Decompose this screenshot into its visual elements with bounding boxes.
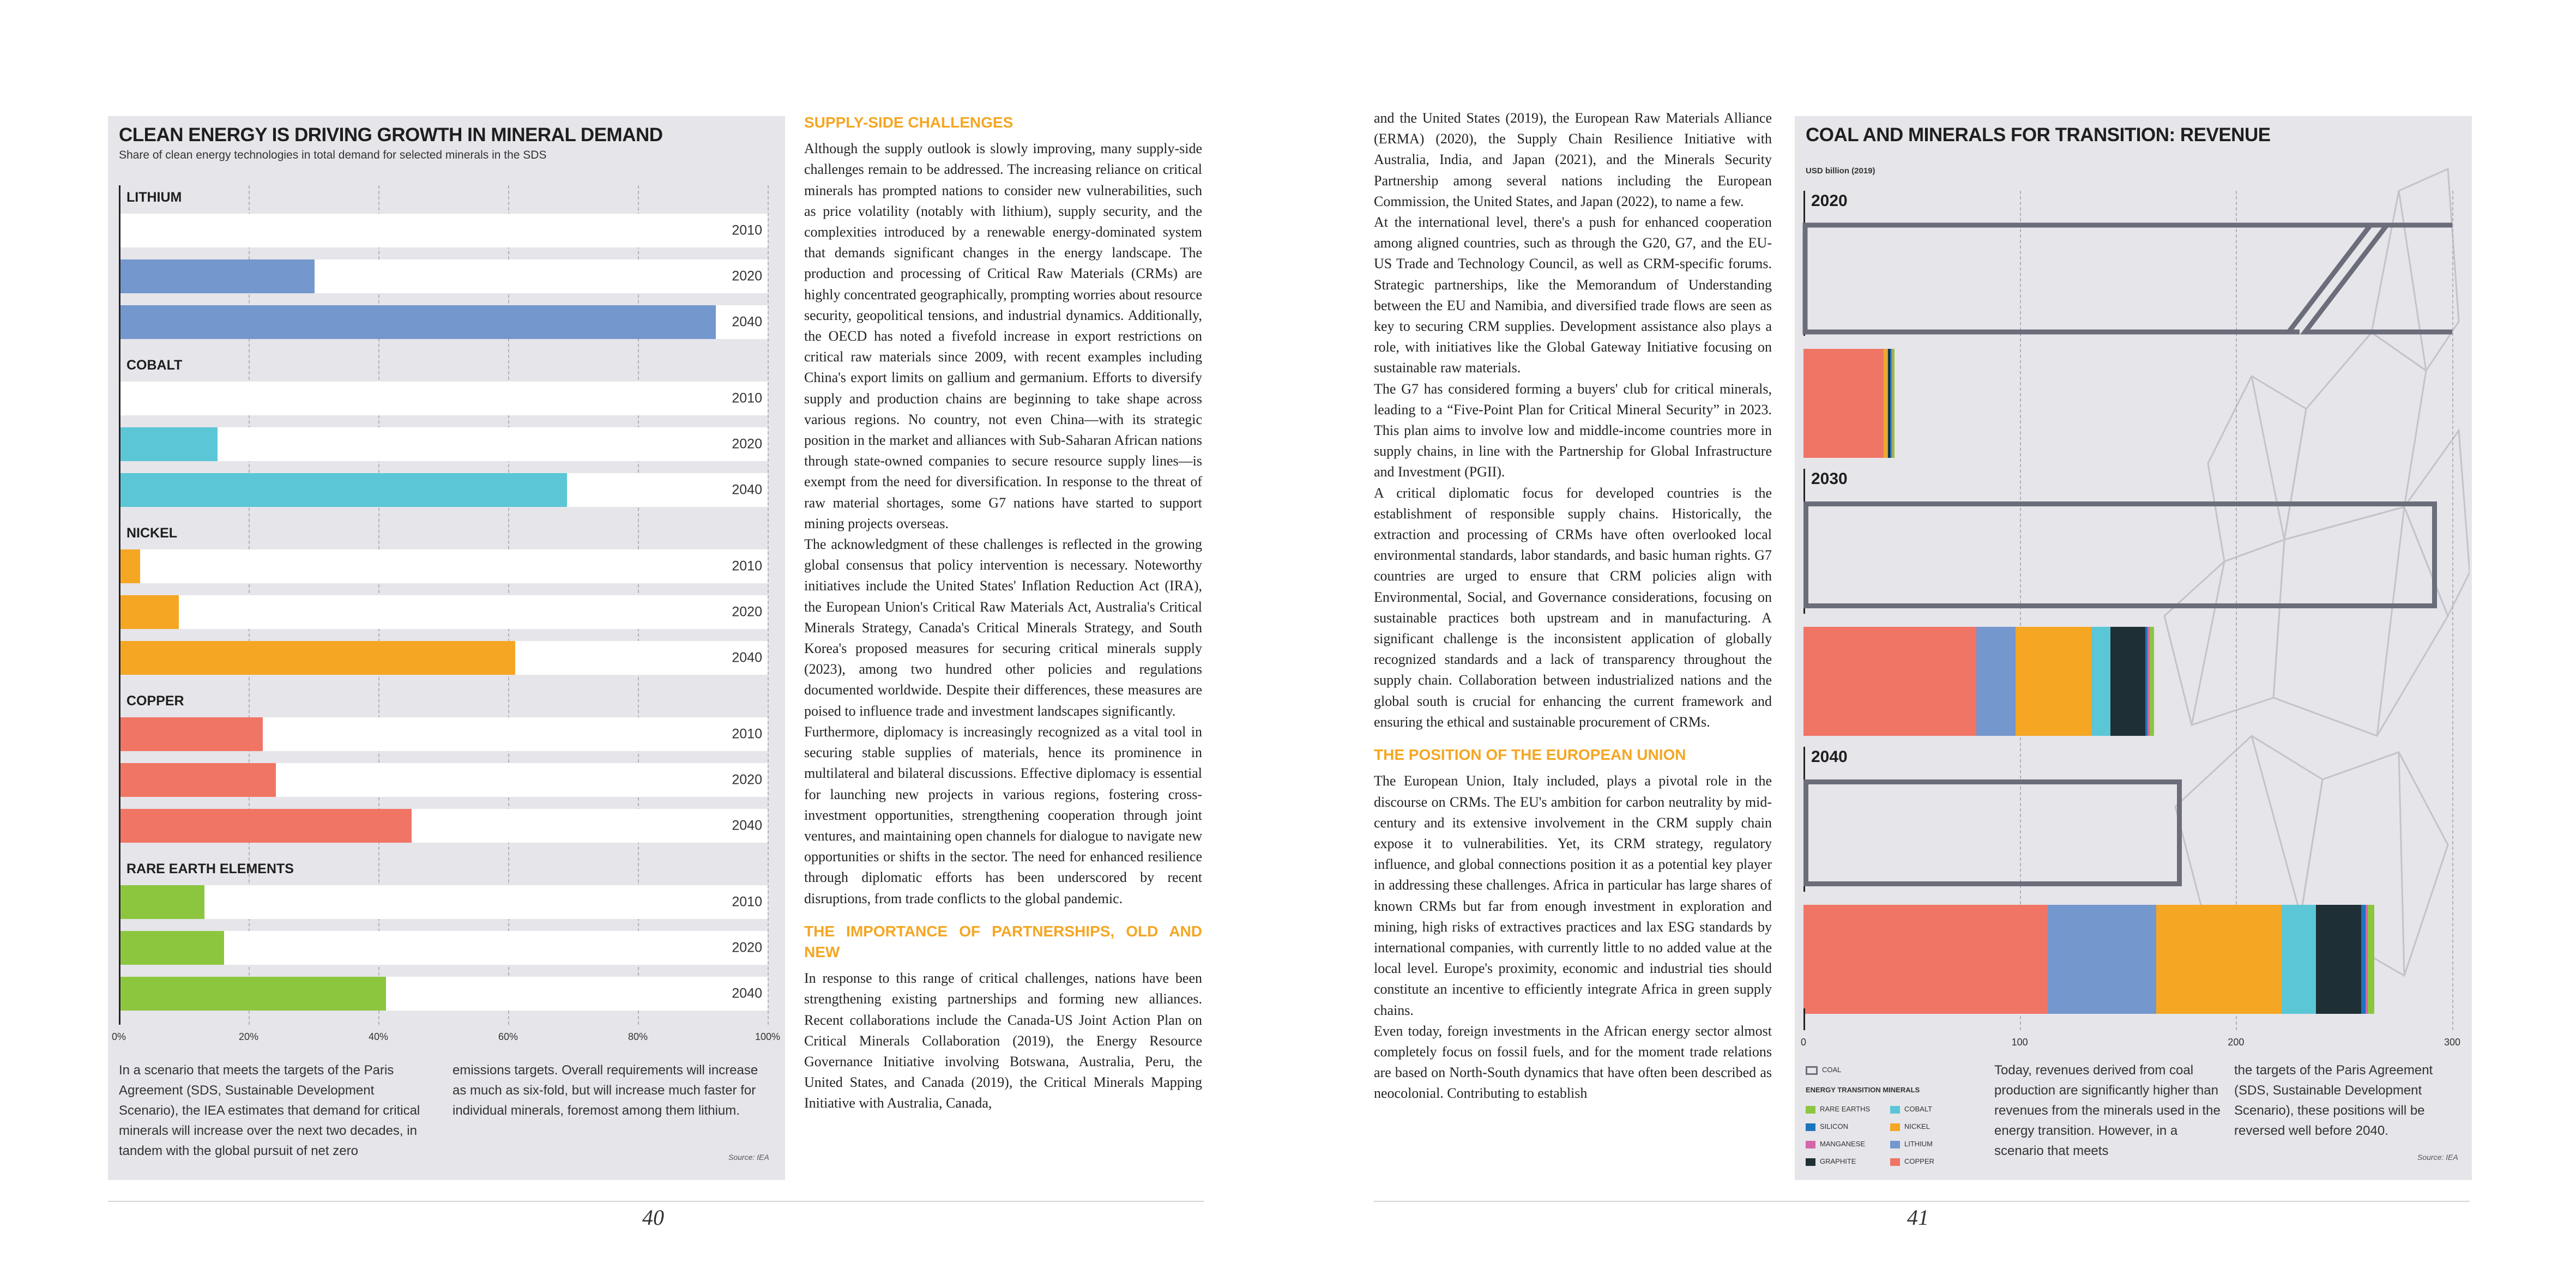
stack-segment-rare-earths xyxy=(1892,349,1895,458)
coal-bar xyxy=(1803,501,2437,608)
year-label: 2010 xyxy=(732,894,762,910)
legend-heading: ENERGY TRANSITION MINERALS xyxy=(1806,1086,1920,1094)
left-article-p4: In response to this range of critical challenges, nations have been strengthening existing partnerships and forming new alliances. Recent collaborations include the Canada-US Joint Action Plan on Critical Minerals Collaboration (2019), the Energy Resource Governance Initiative involving Botswana, Australia, Peru, the United States, and Canada (2019), the Critical Minerals Mapping Initiative with Australia, Canada, xyxy=(804,970,1202,1111)
left-page-number: 40 xyxy=(642,1205,664,1230)
year-label: 2020 xyxy=(732,604,762,620)
category-label: RARE EARTH ELEMENTS xyxy=(126,861,294,876)
bar-track xyxy=(120,763,768,797)
right-article-p6: Even today, foreign investments in the African energy sector almost completely focus on fossil fuels, and for the moment trade relations are based on North-South dynamics that have often been described as neocolonial. Contributing to establish xyxy=(1374,1023,1772,1102)
stack-segment-graphite xyxy=(2316,905,2361,1014)
legend-item xyxy=(1890,1140,1933,1148)
bar-track xyxy=(120,427,768,461)
x-tick-label: 300 xyxy=(2444,1037,2461,1048)
legend-label: NICKEL xyxy=(1904,1122,1930,1130)
right-article-p4: A critical diplomatic focus for developed countries is the establishment of responsible supply chains. Historically, the extraction and processing of CRMs have often overlooked local environmental standards, labor standards, and basic human rights. G7 countries are urged to ensure that CRM policies align with Environmental, Social, and Governance considerations, focusing on sustainable practices both upstream and in manufacturing. A significant challenge is the inconsistent application of globally recognized standards and a lack of transparency throughout the supply chain. Collaboration between industrialized nations and the global south is crucial for enhancing the current framework and ensuring the ethical and sustainable procurement of CRMs. xyxy=(1374,485,1772,730)
legend-item xyxy=(1806,1105,1870,1114)
legend xyxy=(1806,1066,1969,1169)
stack-segment-nickel xyxy=(2156,905,2282,1014)
bar-track xyxy=(120,595,768,629)
year-label: 2040 xyxy=(732,482,762,498)
bar xyxy=(120,763,276,797)
legend-swatch xyxy=(1806,1106,1815,1114)
year-label: 2040 xyxy=(732,818,762,833)
left-chart-title: CLEAN ENERGY IS DRIVING GROWTH IN MINERAL DEMAND xyxy=(119,124,663,146)
category-label: COPPER xyxy=(126,693,184,709)
stack-segment-copper xyxy=(1803,627,1976,736)
left-article-p1: Although the supply outlook is slowly improving, many supply-side challenges remain to be addressed. The increasing reliance on critical minerals has prompted nations to consider new vulnerabilities, such as price volatility (notably with lithium), supply security, and the complexities introduced by a renewable energy-dominated system that demands significant changes in the energy landscape. The production and processing of Critical Raw Materials (CRMs) are highly concentrated geographically, prompting worries about resource security, geopolitical tensions, and industrial dynamics. Additionally, the OECD has noted a fivefold increase in export restrictions on critical raw materials since 2009, with recent examples including China's export limits on gallium and germanium. Efforts to diversify supply and production chains are beginning to take shape across various regions. No country, not even China—with its strategic position in the market and alliances with Sub-Saharan African nations through state-owned companies to secure resource supply lines—is exempt from the need for diversification. In response to the threat of raw material shortages, some G7 nations have started to support mining projects overseas. xyxy=(804,141,1202,531)
year-label: 2010 xyxy=(732,558,762,574)
x-tick-label: 20% xyxy=(238,1031,259,1042)
year-label: 2010 xyxy=(732,726,762,742)
right-page-rule xyxy=(1374,1201,2470,1202)
x-tick-label: 200 xyxy=(2228,1037,2245,1048)
bar xyxy=(120,473,567,507)
stack-segment-silicon xyxy=(2361,905,2366,1014)
year-label: 2040 xyxy=(1811,748,1848,766)
right-chart-title: COAL AND MINERALS FOR TRANSITION: REVENUE xyxy=(1806,124,2271,146)
legend-item xyxy=(1890,1105,1932,1114)
category-label: LITHIUM xyxy=(126,190,182,205)
legend-swatch xyxy=(1890,1141,1900,1148)
year-label: 2020 xyxy=(732,268,762,284)
coal-bar xyxy=(1803,223,2452,336)
bar xyxy=(120,931,224,965)
right-chart-source: Source: IEA xyxy=(2417,1153,2458,1162)
bar-track xyxy=(120,977,768,1011)
left-chart-caption-col1: In a scenario that meets the targets of the Paris Agreement (SDS, Sustainable Development Scenario), the IEA estimates that demand for critical minerals will increase over the next two decades, in tandem with the global pursuit of net zero xyxy=(119,1063,420,1158)
bar xyxy=(120,885,204,919)
stack-segment-graphite xyxy=(2110,627,2145,736)
bar-track xyxy=(120,259,768,293)
left-bar-chart xyxy=(111,185,781,1047)
stack-segment-copper xyxy=(1803,905,2048,1014)
legend-swatch xyxy=(1806,1141,1815,1148)
bar-track xyxy=(120,885,768,919)
left-article xyxy=(804,108,1202,1114)
left-page-rule xyxy=(108,1201,1204,1202)
right-chart-caption-col2: the targets of the Paris Agreement (SDS, Sustainable Development Scenario), these positions will be reversed well before 2040. xyxy=(2234,1063,2433,1138)
bar-track xyxy=(120,809,768,843)
bar-track xyxy=(120,305,768,339)
bar xyxy=(120,977,386,1011)
bar xyxy=(120,717,263,751)
legend-item xyxy=(1890,1157,1934,1166)
bar-track xyxy=(120,214,768,247)
legend-swatch xyxy=(1890,1158,1900,1166)
legend-label: RARE EARTHS xyxy=(1820,1105,1871,1113)
right-article-p5: The European Union, Italy included, plays a pivotal role in the discourse on CRMs. The EU's ambition for carbon neutrality by mid-century and its extensive involvement in the CRM supply chain expose it to vulnerabilities. Yet, its CRM strategy, regulatory influence, and global connections position it as a potential key player in addressing these challenges. Africa in particular has large shares of known CRMs but far from enough investment in exploration and mining, high risks of extractives practices and lax ESG standards by international companies, with currently little to no added value at the local level. Europe's proximity, economic and industrial ties should constitute an incentive to efficiently integrate Africa in green supply chains. xyxy=(1374,773,1772,1018)
x-axis-line xyxy=(1803,1008,1805,1030)
legend-coal xyxy=(1806,1066,1841,1075)
x-tick-label: 60% xyxy=(498,1031,518,1042)
category-label: COBALT xyxy=(126,358,183,373)
stack-segment-lithium xyxy=(2048,905,2156,1014)
bar-track xyxy=(120,931,768,965)
x-tick-label: 0% xyxy=(111,1031,126,1042)
year-label: 2020 xyxy=(732,940,762,956)
coal-bar xyxy=(1803,779,2182,886)
legend-item xyxy=(1890,1122,1930,1131)
legend-coal-label: COAL xyxy=(1822,1066,1842,1074)
year-label: 2030 xyxy=(1811,470,1848,488)
left-article-p3: Furthermore, diplomacy is increasingly recognized as a vital tool in securing stable supplies of materials, hence its prominence in multilateral and bilateral discussions. Effective diplomacy is essential for launching new projects in various regions, fostering cross-investment opportunities, strengthening cooperation through joint ventures, and maintaining open channels for dialogue to navigate new opportunities or shifts in the sector. The need for enhanced resilience through diplomatic efforts has been underscored by recent disruptions, from trade conflicts to the global pandemic. xyxy=(804,723,1202,906)
legend-item xyxy=(1806,1122,1848,1131)
stack-segment-copper xyxy=(1803,349,1884,458)
right-article-p3: The G7 has considered forming a buyers' club for critical minerals, leading to a “Five-Point Plan for Critical Mineral Security” in 2023. This plan aims to involve low and middle-income countries more in supply chains, in line with the Partnership for Global Infrastructure and Investment (PGII). xyxy=(1374,380,1772,480)
x-tick-label: 100 xyxy=(2011,1037,2028,1048)
coal-bar-break xyxy=(2289,225,2370,332)
legend-swatch xyxy=(1890,1123,1900,1131)
legend-label: GRAPHITE xyxy=(1820,1157,1856,1165)
legend-label: LITHIUM xyxy=(1904,1140,1933,1148)
bar-track xyxy=(120,473,768,507)
heading-eu-position: THE POSITION OF THE EUROPEAN UNION xyxy=(1374,746,1686,764)
left-chart-caption-col2: emissions targets. Overall requirements will increase as much as six-fold, but will increase much faster for individual minerals, foremost among them lithium. xyxy=(453,1063,758,1118)
left-chart-subtitle: Share of clean energy technologies in total demand for selected minerals in the SDS xyxy=(119,149,547,161)
year-label: 2020 xyxy=(732,436,762,452)
bar xyxy=(120,641,515,675)
legend-label: SILICON xyxy=(1820,1122,1849,1130)
gridline xyxy=(768,185,769,1025)
right-page-number: 41 xyxy=(1907,1205,1929,1230)
stack-segment-rare-earths xyxy=(2368,905,2374,1014)
legend-swatch xyxy=(1890,1106,1900,1114)
gridline xyxy=(2452,191,2453,1030)
heading-partnerships: THE IMPORTANCE OF PARTNERSHIPS, OLD AND NEW xyxy=(804,922,1202,960)
stack-segment-rare-earths xyxy=(2150,627,2154,736)
bar-track xyxy=(120,549,768,583)
x-tick-label: 100% xyxy=(755,1031,781,1042)
bar xyxy=(120,305,716,339)
bar-track xyxy=(120,382,768,415)
right-stacked-bar-chart xyxy=(1800,191,2463,1048)
stack-segment-lithium xyxy=(1976,627,2015,736)
legend-item xyxy=(1806,1157,1856,1166)
year-label: 2040 xyxy=(732,985,762,1001)
right-article-p1: and the United States (2019), the European Raw Materials Alliance (ERMA) (2020), the Supply Chain Resilience Initiative with Australia, India, and Japan (2021), and the Minerals Security Partnership among several nations including the European Commission, the United States, and Japan (2022), to name a few. xyxy=(1374,110,1772,209)
year-label: 2010 xyxy=(732,222,762,238)
x-tick-label: 80% xyxy=(628,1031,648,1042)
bar-track xyxy=(120,641,768,675)
heading-supply-side: SUPPLY-SIDE CHALLENGES xyxy=(804,114,1013,131)
bar xyxy=(120,259,315,293)
right-chart-caption-col1: Today, revenues derived from coal production are significantly higher than revenues from the minerals used in the energy transition. However, in a scenario that meets xyxy=(1994,1063,2221,1158)
right-article xyxy=(1374,108,1772,1104)
legend-coal-swatch xyxy=(1806,1066,1818,1075)
bar xyxy=(120,809,412,843)
year-label: 2040 xyxy=(732,650,762,666)
legend-label: COBALT xyxy=(1904,1105,1933,1113)
bar xyxy=(120,549,140,583)
right-chart-unit: USD billion (2019) xyxy=(1806,166,1875,176)
legend-label: COPPER xyxy=(1904,1157,1934,1165)
bar xyxy=(120,427,218,461)
x-tick-label: 40% xyxy=(368,1031,389,1042)
legend-swatch xyxy=(1806,1158,1815,1166)
legend-item xyxy=(1806,1140,1865,1148)
year-label: 2010 xyxy=(732,390,762,406)
x-tick-label: 0 xyxy=(1800,1037,1807,1048)
right-article-p2: At the international level, there's a push for enhanced cooperation among aligned countries, such as through the G20, G7, and the EU-US Trade and Technology Council, as well as CRM-specific forums. Strategic partnerships, like the Memorandum of Understanding between the EU and Namibia, and diversified trade flows are seen as key to securing CRM supplies. Development assistance also plays a role, with initiatives like the Global Gateway Initiative focusing on sustainable raw materials. xyxy=(1374,214,1772,376)
legend-label: MANGANESE xyxy=(1820,1140,1866,1148)
left-chart-source: Source: IEA xyxy=(728,1153,769,1162)
category-label: NICKEL xyxy=(126,525,178,541)
legend-swatch xyxy=(1806,1123,1815,1131)
bar-track xyxy=(120,717,768,751)
stack-segment-cobalt xyxy=(2282,905,2316,1014)
stack-segment-cobalt xyxy=(2091,627,2111,736)
year-label: 2020 xyxy=(732,772,762,788)
bar xyxy=(120,595,179,629)
year-label: 2020 xyxy=(1811,192,1848,210)
year-label: 2040 xyxy=(732,314,762,330)
stack-segment-nickel xyxy=(2016,627,2091,736)
left-article-p2: The acknowledgment of these challenges is reflected in the growing global consensus that policy intervention is necessary. Noteworthy initiatives include the United States' Inflation Reduction Act (IRA), the European Union's Critical Raw Materials Act, Australia's Critical Minerals Strategy, Canada's Critical Minerals Strategy, and South Korea's proposed measures for securing critical minerals supply (2023), among two hundred other policies and regulations documented worldwide. Despite their differences, these measures are poised to influence trade and investment landscapes significantly. xyxy=(804,536,1202,719)
